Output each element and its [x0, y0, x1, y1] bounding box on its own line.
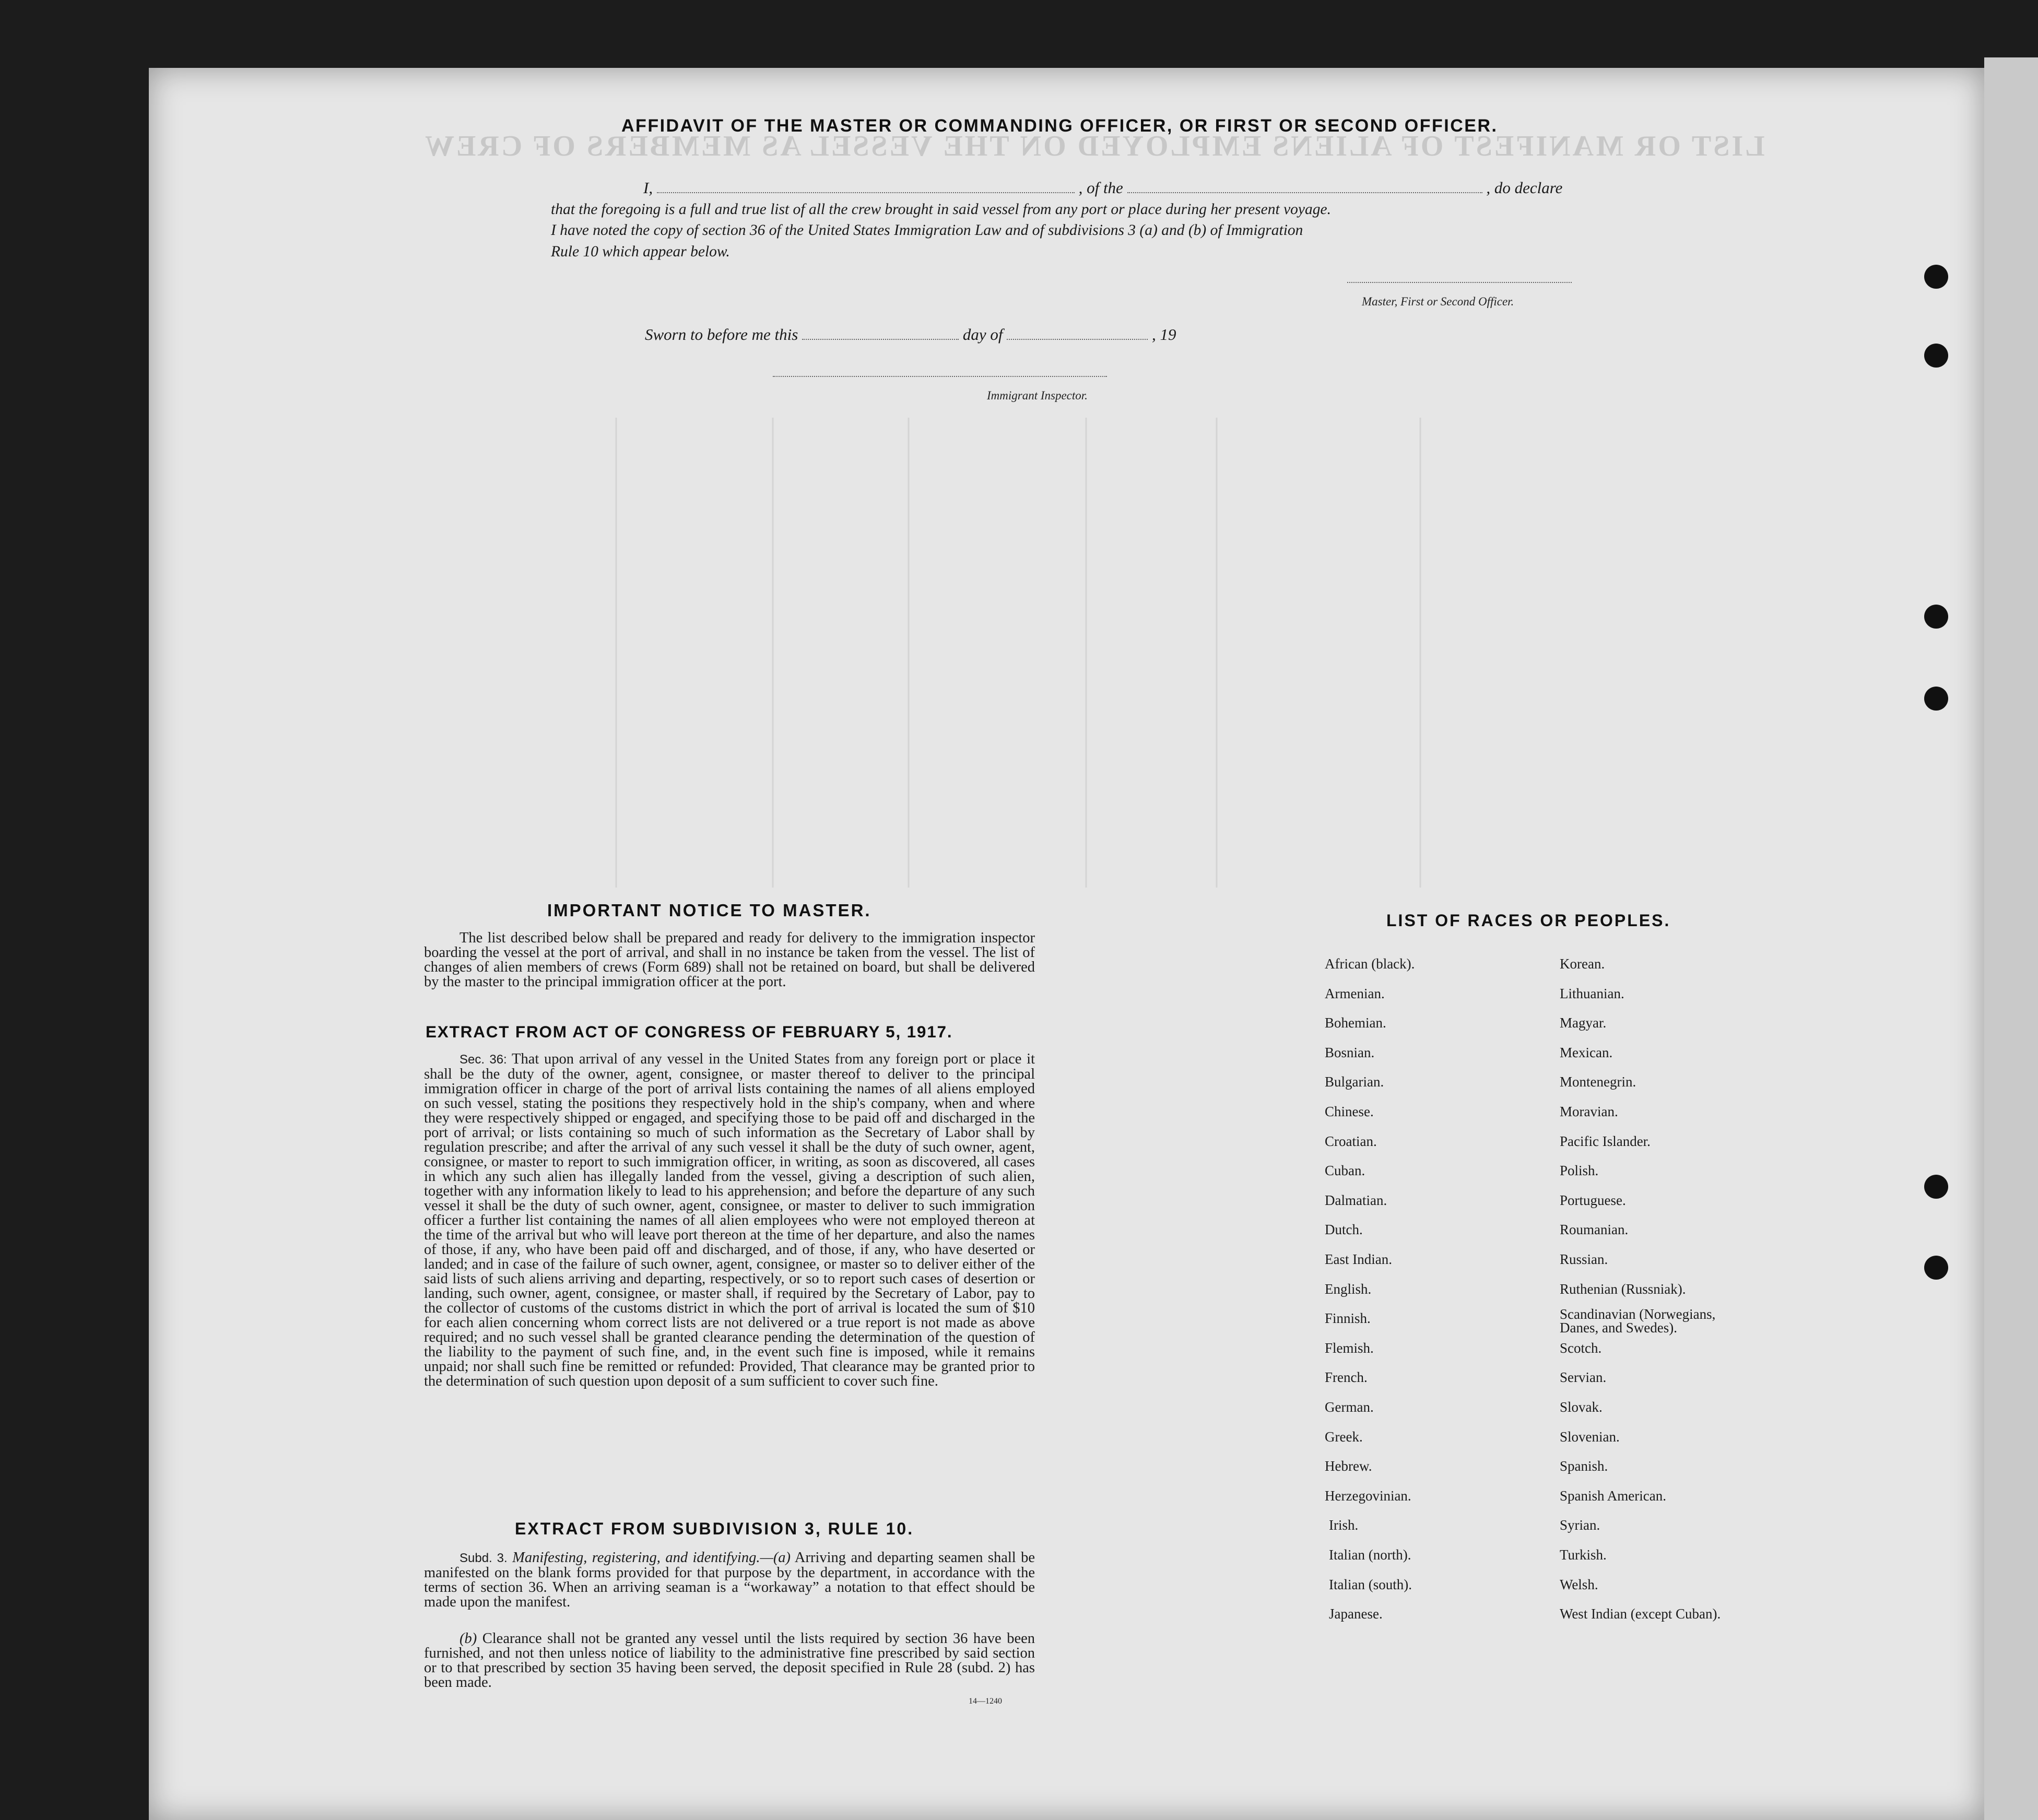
- race-item: Italian (south).: [1329, 1576, 1412, 1592]
- race-item: Finnish.: [1325, 1310, 1371, 1327]
- inspector-caption: Immigrant Inspector.: [987, 389, 1088, 402]
- race-item: Korean.: [1560, 956, 1605, 972]
- race-item: Welsh.: [1560, 1576, 1598, 1592]
- extract-rule-title: EXTRACT FROM SUBDIVISION 3, RULE 10.: [515, 1519, 914, 1538]
- notice-title: IMPORTANT NOTICE TO MASTER.: [547, 901, 871, 920]
- race-item: Servian.: [1560, 1369, 1607, 1386]
- affidavit-line-3: I have noted the copy of section 36 of the United States Immigration Law and of subdivisions 3 (a) and (b) of Immigration: [551, 222, 1303, 239]
- race-item: Spanish American.: [1560, 1487, 1666, 1504]
- race-item: Polish.: [1560, 1163, 1599, 1179]
- subd-heading: Manifesting, registering, and identifying.—(a): [512, 1550, 791, 1566]
- affidavit-line-1: [643, 179, 1562, 197]
- race-item: Dutch.: [1325, 1222, 1363, 1238]
- extract-act-text: [424, 1052, 1035, 1389]
- notice-text: The list described below shall be prepared and ready for delivery to the immigration inspector boarding the vessel at the port of arrival, and shall in no instance be taken from the vessel. The list of changes of alien members of crews (Form 689) shall not be retained on board, but shall be delivered by the master to the principal immigration officer at the port.: [424, 930, 1035, 990]
- name-blank: [657, 192, 1075, 193]
- affidavit-line-4: Rule 10 which appear below.: [551, 243, 730, 260]
- race-item: French.: [1325, 1369, 1368, 1386]
- race-item: English.: [1325, 1281, 1372, 1297]
- bleed-through-title: LIST OR MANIFEST OF ALIENS EMPLOYED ON THE VESSEL AS MEMBERS OF CREW: [423, 130, 1765, 162]
- race-item: Slovak.: [1560, 1399, 1603, 1415]
- race-item: Roumanian.: [1560, 1222, 1629, 1238]
- race-item: African (black).: [1325, 956, 1415, 972]
- race-item: Greek.: [1325, 1428, 1363, 1445]
- race-item: German.: [1325, 1399, 1374, 1415]
- race-item: Syrian.: [1560, 1517, 1600, 1533]
- race-item: Spanish.: [1560, 1458, 1608, 1474]
- affidavit-declare: , do declare: [1486, 179, 1563, 197]
- race-item: Scotch.: [1560, 1340, 1602, 1356]
- race-item: Croatian.: [1325, 1133, 1377, 1149]
- affidavit-title: AFFIDAVIT OF THE MASTER OR COMMANDING OFFICER, OR FIRST OR SECOND OFFICER.: [621, 116, 1498, 136]
- race-item: West Indian (except Cuban).: [1560, 1606, 1721, 1622]
- race-item: Herzegovinian.: [1325, 1487, 1411, 1504]
- subd-b-body: Clearance shall not be granted any vessel until the lists required by section 36 have been furnished, and not then unless notice of liability to the administrative fine prescribed by said section or to that prescribed by section 35 having been served, the deposit specified in Rule 28 (subd. 2) has been made.: [424, 1630, 1035, 1691]
- sworn-line: [645, 325, 1176, 344]
- day-of-text: day of: [962, 325, 1003, 344]
- subd-b-text: [424, 1632, 1035, 1690]
- race-item: Flemish.: [1325, 1340, 1374, 1356]
- race-item: Mexican.: [1560, 1044, 1613, 1060]
- race-item: Bohemian.: [1325, 1015, 1386, 1031]
- sec-36-text: That upon arrival of any vessel in the United States from any foreign port or place it shall be the duty of the owner, agent, consignee, or master thereof to deliver to the principal immigration officer in charge of the port of arrival lists containing the names of all aliens employed on such vessel, stating the positions they respectively hold in the ship's company, when and where they were respectively shipped or engaged, and specifying those to be paid off and discharged in the port of arrival; or lists containing so much of such information as the Secretary of Labor shall by regulation prescribe; and after the arrival of any such vessel it shall be the duty of such owner, agent, consignee, or master to report to such immigration officer, in writing, as soon as discovered, all cases in which any such alien has illegally landed from the vessel, giving a description of such alien, together with any information likely to lead to his apprehension; and before the departure of any such vessel it shall be the duty of such owner, agent, consignee, or master to deliver to such immigration officer a further list containing the names of all alien employees who were not employed thereon at the time of the arrival but who will leave port thereon at the time of her departure, and also the names of those, if any, who have been paid off and discharged, and of those, if any, who have deserted or landed; and in case of the failure of such owner, agent, consignee, or master so to deliver either of the said lists of such aliens arriving and departing, respectively, or so to report such cases of desertion or landing, such owner, agent, consignee, or master shall, if required by the Secretary of Labor, pay to the collector of customs of the customs district in which the port of arrival is located the sum of $10 for each alien concerning whom correct lists are not delivered or a true report is not made as above required; and no such vessel shall be granted clearance pending the determination of the question of the liability to the payment of such fine, and, in the event such fine is imposed, while it remains unpaid; nor shall such fine be remitted or refunded: Provided, That clearance may be granted prior to the determination of such question upon deposit of a sum sufficient to cover such fine.: [424, 1051, 1035, 1389]
- subd-a-body: Arriving and departing seamen shall be manifested on the blank forms provided for that purpose by the department, in accordance with the terms of section 36. When an arriving seaman is a “workaway” a notation to that effect should be made upon the manifest.: [424, 1550, 1035, 1610]
- master-caption: Master, First or Second Officer.: [1362, 295, 1514, 308]
- sworn-month-blank: [1007, 339, 1148, 340]
- race-item: Portuguese.: [1560, 1192, 1626, 1208]
- race-item: Armenian.: [1325, 985, 1385, 1001]
- race-item: Irish.: [1329, 1517, 1359, 1533]
- affidavit-of-the: , of the: [1078, 179, 1123, 197]
- race-item: Moravian.: [1560, 1104, 1618, 1119]
- affidavit-i: I,: [643, 179, 653, 197]
- year-text: , 19: [1151, 325, 1176, 344]
- race-item: Italian (north).: [1329, 1547, 1411, 1563]
- sec-label: Sec. 36:: [460, 1053, 507, 1067]
- race-item: Bosnian.: [1325, 1044, 1375, 1060]
- race-item: Lithuanian.: [1560, 985, 1624, 1001]
- race-item: Japanese.: [1329, 1606, 1383, 1622]
- race-item: Magyar.: [1560, 1015, 1607, 1031]
- master-signature-line: [1347, 282, 1572, 283]
- race-item: Pacific Islander.: [1560, 1133, 1651, 1149]
- race-item: Montenegrin.: [1560, 1074, 1636, 1090]
- race-item: Scandinavian (Norwegians, Danes, and Swedes).: [1560, 1306, 1716, 1336]
- race-item: Cuban.: [1325, 1163, 1365, 1179]
- race-item: Bulgarian.: [1325, 1074, 1384, 1090]
- race-item: Ruthenian (Russniak).: [1560, 1281, 1686, 1297]
- race-item: East Indian.: [1325, 1251, 1392, 1267]
- inspector-signature-line: [773, 376, 1107, 377]
- race-item: Chinese.: [1325, 1104, 1374, 1119]
- subd-a-text: [424, 1551, 1035, 1610]
- race-item: Russian.: [1560, 1251, 1608, 1267]
- subd-b-label: (b): [460, 1630, 477, 1647]
- race-item: Hebrew.: [1325, 1458, 1372, 1474]
- sworn-text: Sworn to before me this: [645, 325, 798, 344]
- sworn-day-blank: [802, 339, 959, 340]
- affidavit-line-2: that the foregoing is a full and true list of all the crew brought in said vessel from any port or place during her present voyage.: [551, 201, 1331, 218]
- subd-label: Subd. 3.: [460, 1551, 508, 1565]
- race-item: Slovenian.: [1560, 1428, 1620, 1445]
- races-title: LIST OF RACES OR PEOPLES.: [1386, 911, 1671, 930]
- race-item: Turkish.: [1560, 1547, 1607, 1563]
- form-number: 14—1240: [969, 1697, 1002, 1706]
- vessel-blank: [1127, 192, 1482, 193]
- race-item: Dalmatian.: [1325, 1192, 1387, 1208]
- extract-act-title: EXTRACT FROM ACT OF CONGRESS OF FEBRUARY 5, 1917.: [426, 1022, 953, 1041]
